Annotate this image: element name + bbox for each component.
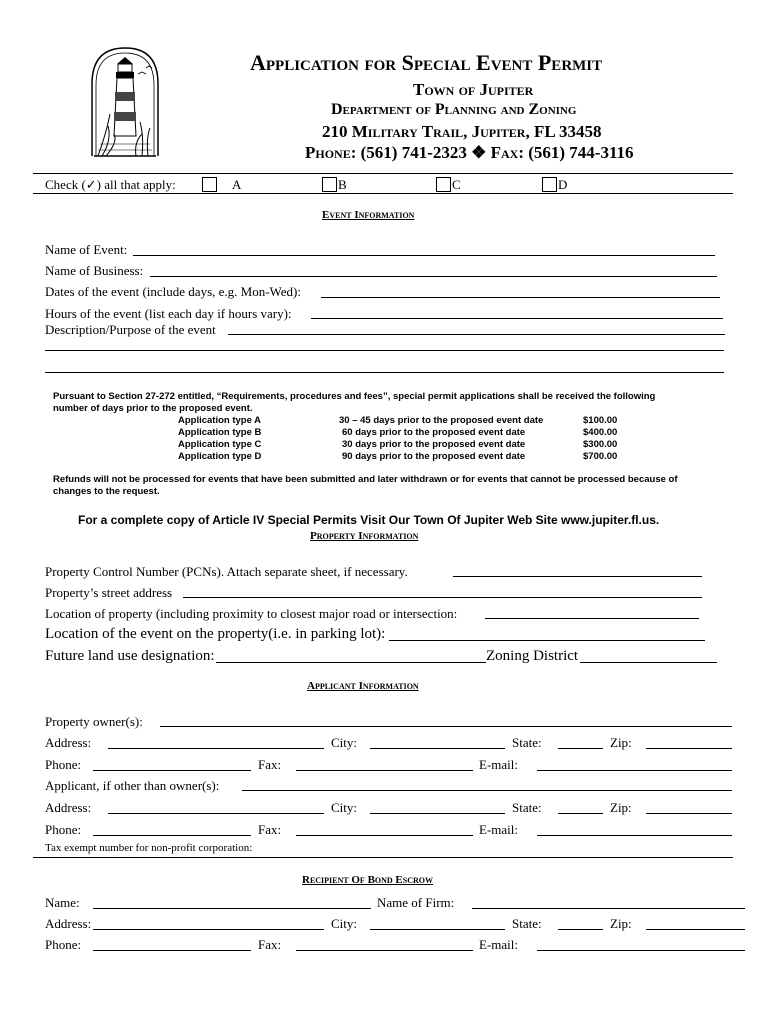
event-description-field[interactable] [228, 334, 725, 335]
applicant-email-field[interactable] [537, 835, 732, 836]
event-hours-field[interactable] [311, 318, 723, 319]
checkbox-c[interactable] [436, 177, 451, 192]
escrow-heading: Recipient Of Bond Escrow [302, 874, 433, 886]
land-use-label: Future land use designation: [45, 648, 215, 664]
escrow-address-field[interactable] [93, 929, 324, 930]
event-description-label: Description/Purpose of the event [45, 322, 216, 337]
fee-row [0, 439, 770, 451]
fee-row-fee: $400.00 [583, 427, 618, 438]
applicant-zip-field[interactable] [646, 813, 732, 814]
business-name-field[interactable] [150, 276, 717, 277]
fee-row-fee: $100.00 [583, 415, 618, 426]
escrow-firm-field[interactable] [472, 908, 745, 909]
applicant-address-field[interactable] [108, 813, 324, 814]
fee-row-days: 30 days prior to the proposed event date [342, 439, 526, 450]
department-name: Department of Planning and Zoning [331, 101, 577, 118]
owner-state-field[interactable] [558, 748, 603, 749]
escrow-phone-label: Phone: [45, 937, 82, 952]
check-label: Check (✓) all that apply: [45, 177, 176, 192]
owner-email-field[interactable] [537, 770, 732, 771]
escrow-state-field[interactable] [558, 929, 603, 930]
property-location-field[interactable] [485, 618, 699, 619]
checkbox-d-label: D [558, 177, 568, 192]
escrow-name-field[interactable] [93, 908, 371, 909]
fee-row-fee: $700.00 [583, 451, 618, 462]
town-name: Town of Jupiter [413, 80, 534, 99]
escrow-email-field[interactable] [537, 950, 745, 951]
escrow-zip-label: Zip: [610, 916, 632, 931]
owner-zip-label: Zip: [610, 735, 632, 750]
applicant-city-field[interactable] [370, 813, 505, 814]
escrow-phone-field[interactable] [93, 950, 251, 951]
escrow-fax-label: Fax: [258, 937, 282, 952]
checkbox-d[interactable] [542, 177, 557, 192]
fee-table [0, 415, 770, 463]
escrow-firm-label: Name of Firm: [377, 895, 455, 910]
notice-intro-line-2: number of days prior to the proposed event. [53, 402, 253, 414]
event-name-label: Name of Event: [45, 242, 128, 257]
event-description-line-3[interactable] [45, 372, 724, 373]
event-dates-field[interactable] [321, 297, 720, 298]
applicant-other-label: Applicant, if other than owner(s): [45, 778, 220, 793]
checkbox-a[interactable] [202, 177, 217, 192]
owner-address-label: Address: [45, 735, 92, 750]
business-name-label: Name of Business: [45, 263, 144, 278]
applicant-state-label: State: [512, 800, 542, 815]
fee-row-days: 60 days prior to the proposed event date [342, 427, 526, 438]
applicant-fax-label: Fax: [258, 822, 282, 837]
owner-email-label: E-mail: [479, 757, 518, 772]
escrow-zip-field[interactable] [646, 929, 745, 930]
fee-row [0, 427, 770, 439]
event-name-field[interactable] [133, 255, 715, 256]
property-location-label: Location of property (including proximity to closest major road or intersection: [45, 606, 458, 621]
refund-notice [53, 474, 678, 498]
owner-phone-field[interactable] [93, 770, 251, 771]
tax-exempt-label: Tax exempt number for non-profit corporation: [45, 842, 253, 854]
applicant-email-label: E-mail: [479, 822, 518, 837]
fee-row-days: 30 – 45 days prior to the proposed event date [339, 415, 544, 426]
escrow-email-label: E-mail: [479, 937, 518, 952]
property-info-heading: Property Information [310, 530, 419, 542]
applicant-address-label: Address: [45, 800, 92, 815]
street-address-field[interactable] [183, 597, 702, 598]
owner-city-label: City: [331, 735, 358, 750]
event-info-heading: Event Information [322, 209, 415, 221]
zoning-district-label: Zoning District [486, 648, 579, 664]
event-description-line-2[interactable] [45, 350, 724, 351]
town-seal-logo [86, 44, 164, 162]
fee-row [0, 415, 770, 427]
applicant-state-field[interactable] [558, 813, 603, 814]
notice-intro-line-1: Pursuant to Section 27-272 entitled, “Requirements, procedures and fees”, special permit applications shall be received the following [53, 391, 656, 402]
event-dates-label: Dates of the event (include days, e.g. Mon-Wed): [45, 284, 301, 299]
notice-intro [53, 391, 655, 414]
applicant-city-label: City: [331, 800, 358, 815]
escrow-fax-field[interactable] [296, 950, 473, 951]
applicant-phone-field[interactable] [93, 835, 251, 836]
property-owner-field[interactable] [160, 726, 732, 727]
department-address: 210 Military Trail, Jupiter, FL 33458 [322, 122, 602, 141]
fee-row-type: Application type A [178, 415, 262, 426]
pcn-label: Property Control Number (PCNs). Attach separate sheet, if necessary. [45, 564, 408, 579]
owner-phone-label: Phone: [45, 757, 82, 772]
applicant-zip-label: Zip: [610, 800, 632, 815]
fee-row-type: Application type B [178, 427, 262, 438]
checkbox-a-label: A [232, 177, 242, 192]
owner-fax-field[interactable] [296, 770, 473, 771]
event-location-field[interactable] [389, 640, 705, 641]
pcn-field[interactable] [453, 576, 702, 577]
fee-row-type: Application type D [178, 451, 262, 462]
escrow-city-label: City: [331, 916, 358, 931]
escrow-city-field[interactable] [370, 929, 505, 930]
event-location-label: Location of the event on the property(i.e. in parking lot): [45, 626, 386, 642]
owner-zip-field[interactable] [646, 748, 732, 749]
owner-address-field[interactable] [108, 748, 324, 749]
fee-row-fee: $300.00 [583, 439, 618, 450]
form-title: Application for Special Event Permit [250, 50, 603, 75]
applicant-phone-label: Phone: [45, 822, 82, 837]
property-owner-label: Property owner(s): [45, 714, 143, 729]
section-divider [33, 857, 733, 858]
event-hours-label: Hours of the event (list each day if hours vary): [45, 306, 292, 321]
checkbox-b-label: B [338, 177, 347, 192]
checkbox-b[interactable] [322, 177, 337, 192]
land-use-field[interactable] [216, 662, 486, 663]
street-address-label: Property’s street address [45, 585, 173, 600]
applicant-info-heading: Applicant Information [307, 680, 419, 692]
owner-fax-label: Fax: [258, 757, 282, 772]
fee-row-days: 90 days prior to the proposed event date [342, 451, 526, 462]
refund-notice-line-2: changes to the request. [53, 486, 160, 497]
zoning-district-field[interactable] [580, 662, 717, 663]
phone-fax: Phone: (561) 741-2323 ❖ Fax: (561) 744-3116 [305, 143, 634, 162]
refund-notice-line-1: Refunds will not be processed for events that have been submitted and later withdrawn or for events that cannot be processed because of [53, 474, 678, 485]
applicant-other-field[interactable] [242, 790, 732, 791]
owner-state-label: State: [512, 735, 542, 750]
website-notice: For a complete copy of Article IV Special Permits Visit Our Town Of Jupiter Web Site www.jupiter.fl.us. [78, 513, 660, 527]
fee-row-type: Application type C [178, 439, 262, 450]
fee-row [0, 451, 770, 463]
escrow-name-label: Name: [45, 895, 80, 910]
escrow-state-label: State: [512, 916, 542, 931]
applicant-fax-field[interactable] [296, 835, 473, 836]
escrow-address-label: Address: [45, 916, 92, 931]
owner-city-field[interactable] [370, 748, 505, 749]
checkbox-c-label: C [452, 177, 461, 192]
